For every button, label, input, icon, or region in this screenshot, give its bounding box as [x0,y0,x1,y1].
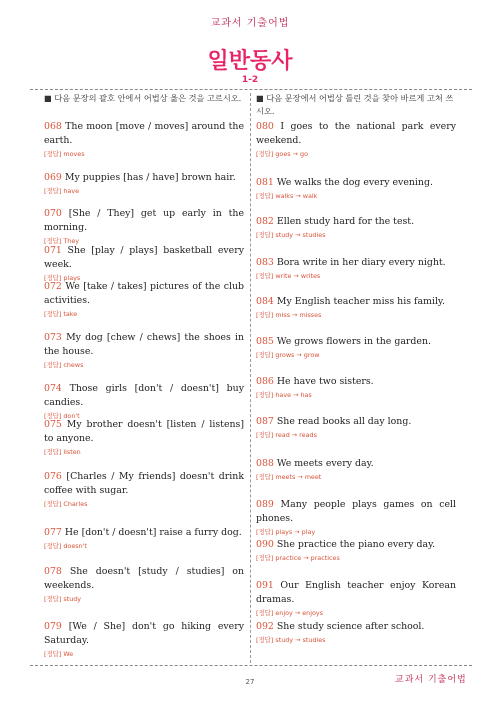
question-number: 082 [256,216,274,227]
question-number: 087 [256,416,274,427]
answer-text: [정답] plays → play [256,528,316,536]
question-item [256,620,456,644]
top-divider [30,89,472,90]
answer-text: [정답] meets → meet [256,473,322,481]
question-item [44,280,244,318]
answer-text: [정답] moves [44,150,85,158]
question-item [256,295,456,319]
question-number: 085 [256,336,274,347]
answer-text: [정답] enjoy → enjoys [256,609,324,617]
question-number: 088 [256,458,274,469]
question-item [44,244,244,282]
bottom-divider [30,665,472,666]
answer-text: [정답] grows → grow [256,351,320,359]
answer-text: [정답] They [44,237,80,245]
question-text: We [take / takes] pictures of the club activities. [44,281,244,306]
question-item [44,171,244,195]
question-item [44,418,244,456]
question-item [256,457,456,481]
question-item [44,382,244,420]
question-text: She study science after school. [273,621,425,632]
question-text: We walks the dog every evening. [273,177,433,188]
footer-brand: 교과서 기출어법 [395,675,467,685]
question-item [44,207,244,245]
question-item [44,470,244,508]
question-number: 078 [44,566,62,577]
question-text: My English teacher miss his family. [273,296,445,307]
answer-text: [정답] doesn't [44,542,87,550]
section-number: 1-2 [241,75,259,85]
question-text: [Charles / My friends] doesn't drink coffee with sugar. [44,471,244,496]
question-number: 073 [44,332,62,343]
question-number: 072 [44,281,62,292]
question-text: She [play / plays] basketball every week. [44,245,244,270]
answer-text: [정답] walks → walk [256,192,318,200]
question-text: My dog [chew / chews] the shoes in the house. [44,332,244,357]
question-text: Ellen study hard for the test. [273,216,415,227]
question-text: Those girls [don't / doesn't] buy candies. [44,383,244,408]
question-number: 070 [44,208,62,219]
question-number: 081 [256,177,274,188]
question-item [44,331,244,369]
answer-text: [정답] study [44,595,82,603]
question-item [256,176,456,200]
answer-text: [정답] chews [44,361,84,369]
question-text: She practice the piano every day. [273,539,436,550]
question-number: 074 [44,383,62,394]
question-number: 083 [256,257,274,268]
question-text: He have two sisters. [273,376,374,387]
question-item [256,538,456,562]
question-number: 069 [44,172,62,183]
left-instruction: ■ 다음 문장의 괄호 안에서 어법상 옳은 것을 고르시오. [44,93,242,103]
question-item [44,620,244,658]
question-text: I goes to the national park every weekend. [256,121,456,146]
answer-text: [정답] study → studies [256,231,326,239]
question-number: 091 [256,580,274,591]
answer-text: [정답] practice → practices [256,554,340,562]
answer-text: [정답] We [44,650,74,658]
chapter-title: 일반동사 [207,49,293,74]
question-text: We meets every day. [273,458,374,469]
answer-text: [정답] Charles [44,500,88,508]
question-text: [She / They] get up early in the morning. [44,208,244,233]
book-title: 교과서 기출어법 [210,18,290,29]
answer-text: [정답] have [44,187,80,195]
question-text: She read books all day long. [273,416,412,427]
question-text: She doesn't [study / studies] on weekends. [44,566,244,591]
question-item [44,565,244,603]
question-number: 071 [44,245,62,256]
question-number: 092 [256,621,274,632]
question-text: Many people plays games on cell phones. [256,499,456,524]
question-text: Bora write in her diary every night. [273,257,446,268]
answer-text: [정답] take [44,310,78,318]
column-divider [250,93,251,663]
question-text: My brother doesn't [listen / listens] to anyone. [44,419,244,444]
answer-text: [정답] miss → misses [256,311,322,319]
question-number: 075 [44,419,62,430]
question-text: He [don't / doesn't] raise a furry dog. [61,527,242,538]
answer-text: [정답] don't [44,412,80,420]
question-number: 084 [256,296,274,307]
page-number: 27 [245,678,255,686]
question-number: 077 [44,527,62,538]
question-text: The moon [move / moves] around the earth. [44,121,244,146]
right-instruction: ■ 다음 문장에서 어법상 틀린 것을 찾아 바르게 고쳐 쓰시오. [256,93,454,116]
answer-text: [정답] read → reads [256,431,317,439]
answer-text: [정답] study → studies [256,636,326,644]
question-text: We grows flowers in the garden. [273,336,431,347]
question-number: 089 [256,499,274,510]
question-text: [We / She] don't go hiking every Saturday. [44,621,244,646]
question-item [44,526,244,550]
question-item [256,120,456,158]
question-item [256,579,456,617]
question-text: Our English teacher enjoy Korean dramas. [256,580,456,605]
answer-text: [정답] write → writes [256,272,321,280]
question-number: 086 [256,376,274,387]
question-item [44,120,244,158]
question-number: 080 [256,121,274,132]
question-item [256,375,456,399]
question-item [256,256,456,280]
answer-text: [정답] listen [44,448,81,456]
answer-text: [정답] goes → go [256,150,308,158]
question-number: 090 [256,539,274,550]
question-item [256,215,456,239]
answer-text: [정답] have → has [256,391,312,399]
question-item [256,498,456,536]
question-item [256,415,456,439]
question-text: My puppies [has / have] brown hair. [61,172,236,183]
answer-text: [정답] plays [44,274,81,282]
question-number: 076 [44,471,62,482]
question-number: 068 [44,121,62,132]
question-item [256,335,456,359]
question-number: 079 [44,621,62,632]
